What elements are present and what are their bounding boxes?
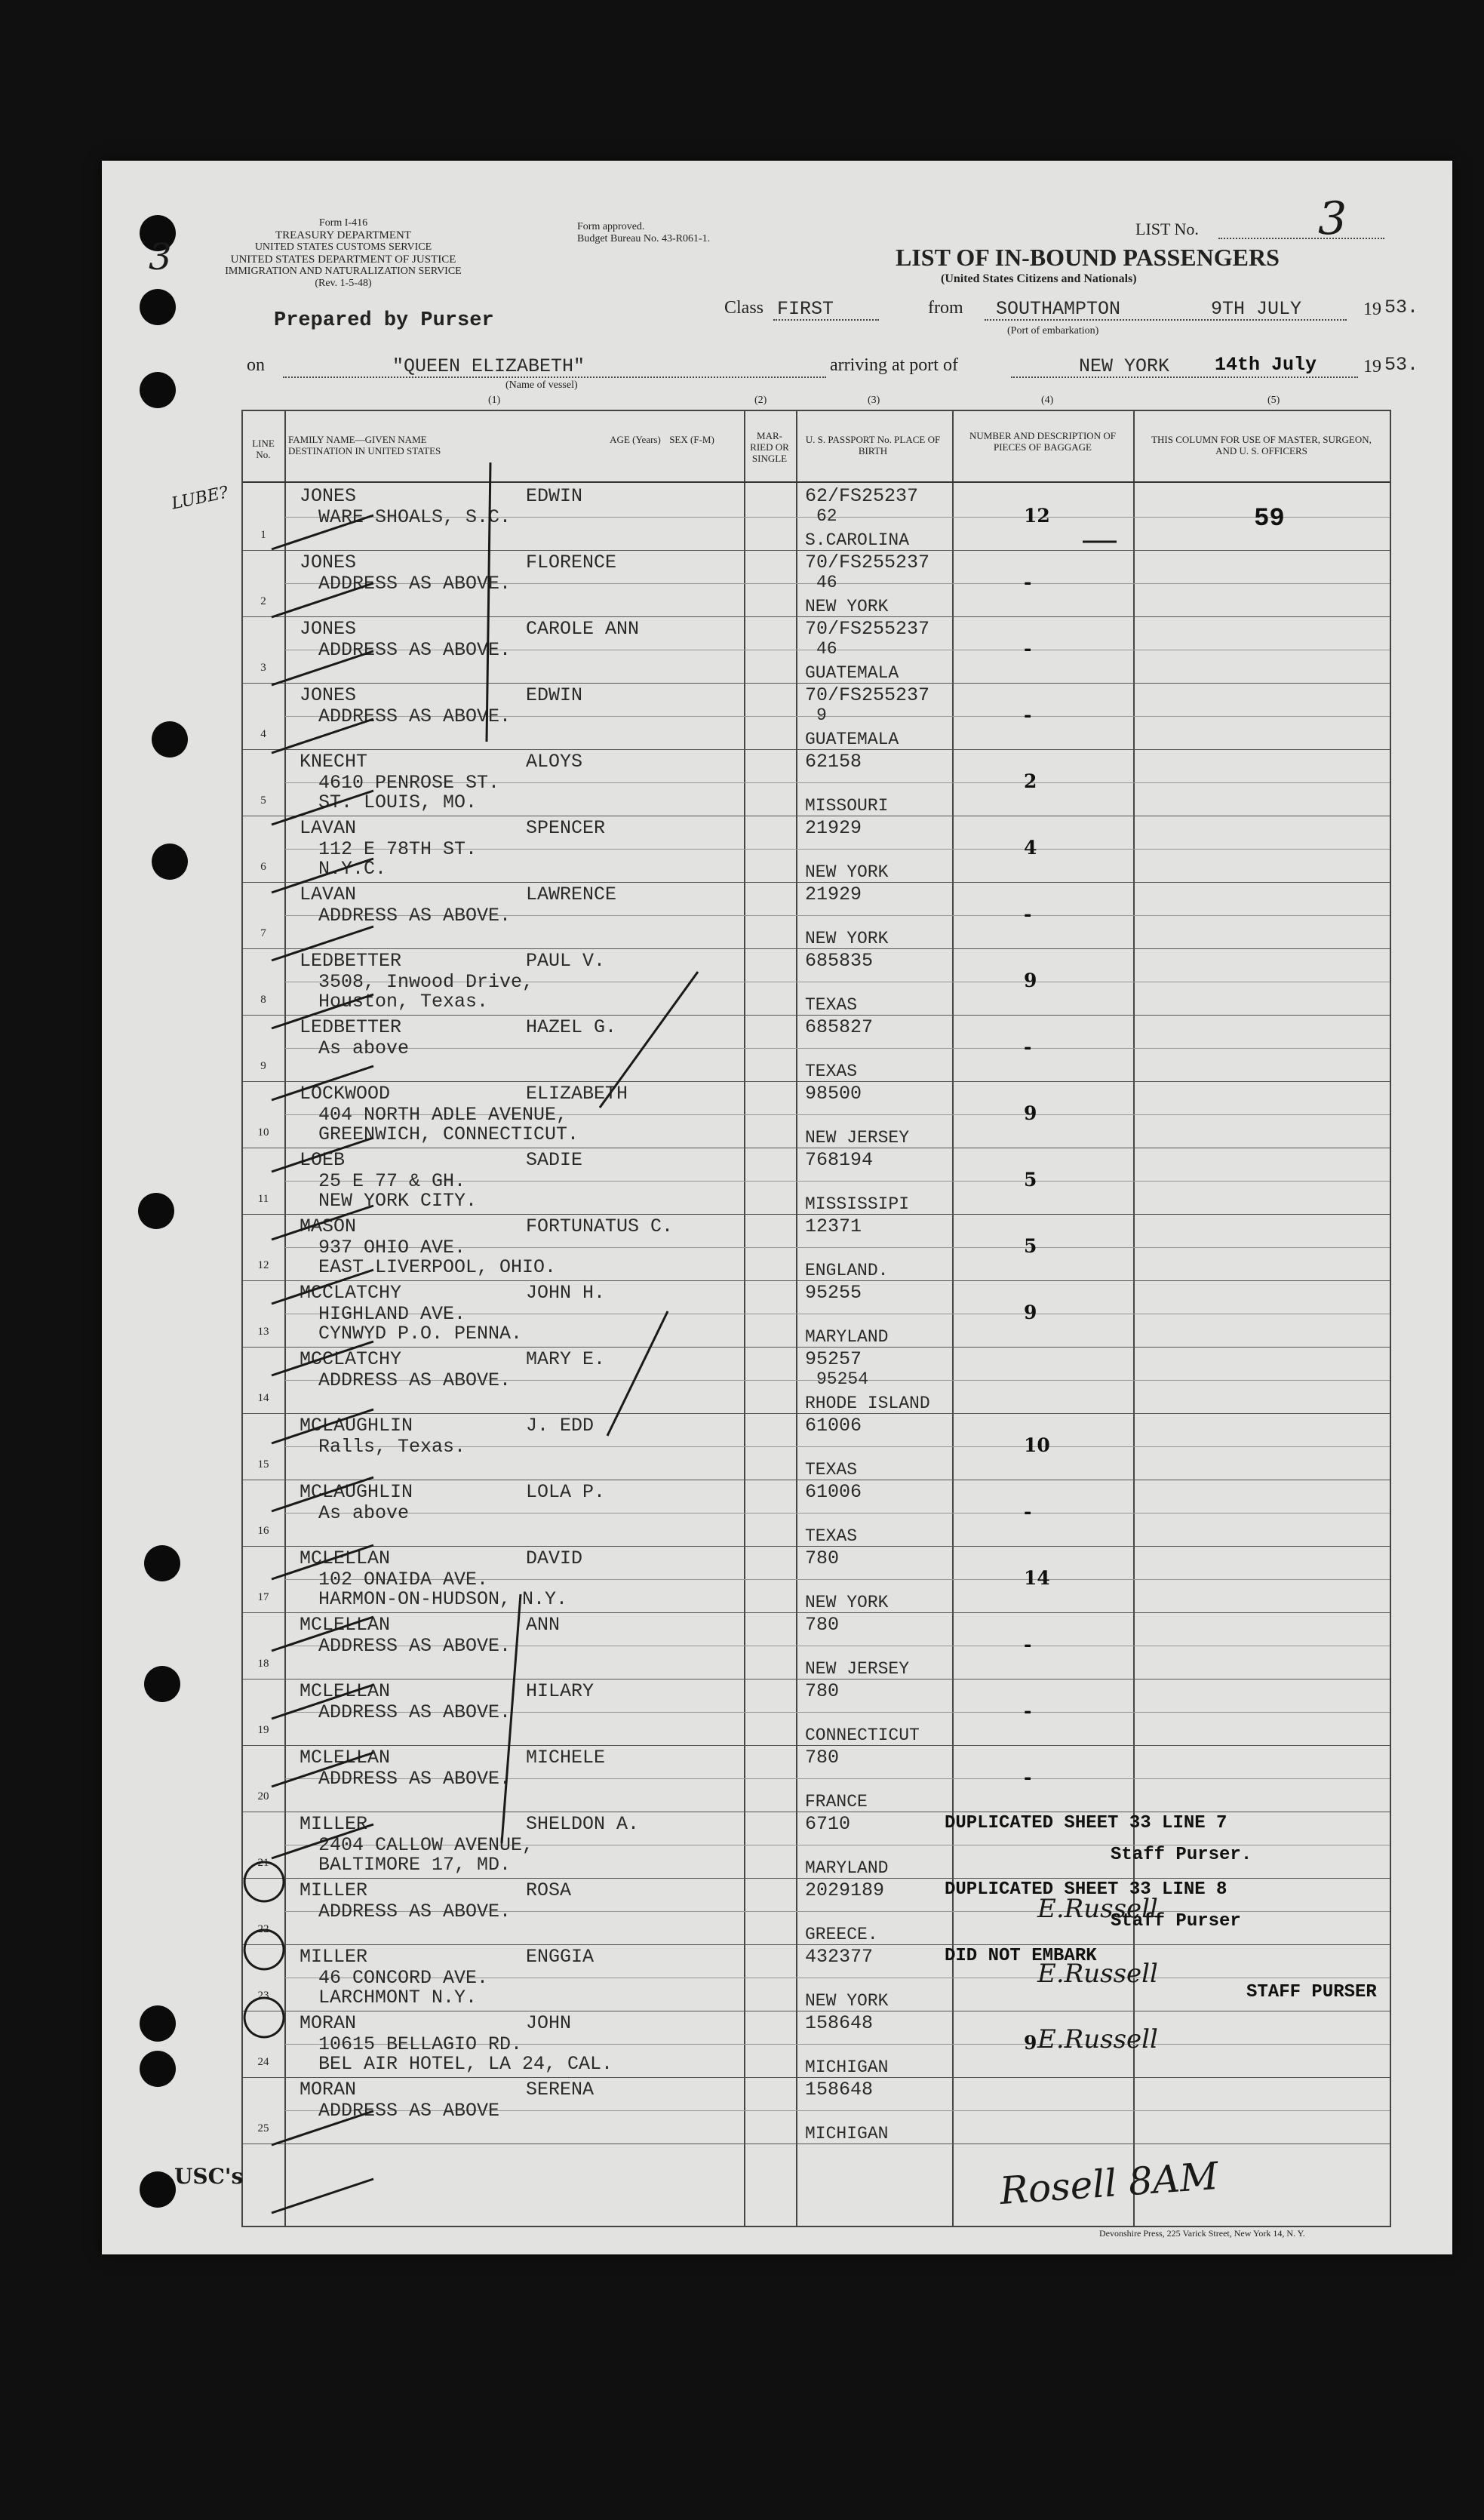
line-number: 20 [257, 1790, 269, 1802]
family-name: LOEB [300, 1149, 346, 1171]
punch-hole [140, 372, 176, 408]
family-name: MASON [300, 1215, 357, 1237]
passport-number: 780 [805, 1747, 840, 1769]
family-name: MILLER [300, 1946, 368, 1968]
arrival-underline [1011, 376, 1358, 378]
col-number-3: (3) [868, 395, 880, 406]
line-number: 12 [257, 1259, 269, 1271]
passport-extra: 46 [816, 639, 837, 659]
line-number: 25 [257, 2122, 269, 2134]
address-line-1: ADDRESS AS ABOVE [318, 2100, 500, 2122]
passport-number: 62158 [805, 751, 862, 773]
officer-note: STAFF PURSER [1246, 1982, 1377, 2002]
line-number: 8 [260, 994, 266, 1006]
baggage-count: - [1024, 1700, 1032, 1722]
family-name: MCLAUGHLIN [300, 1415, 413, 1437]
row-rule [243, 948, 1390, 949]
manifest-sheet [102, 161, 1452, 2254]
address-line-1: 46 CONCORD AVE. [318, 1967, 489, 1989]
baggage-count: - [1024, 704, 1032, 726]
officer-note: Staff Purser [1111, 1911, 1241, 1931]
class-value: FIRST [777, 298, 834, 320]
passport-extra: 9 [816, 705, 827, 725]
col-head-age: AGE (Years) [610, 434, 661, 445]
passport-number: 61006 [805, 1415, 862, 1437]
family-name: LEDBETTER [300, 1016, 402, 1038]
baggage-count: 14 [1024, 1567, 1050, 1589]
address-line-1: 2404 CALLOW AVENUE, [318, 1834, 534, 1856]
col-head-sex: SEX (F-M) [669, 434, 714, 445]
baggage-count: - [1024, 571, 1032, 593]
line-number: 5 [260, 794, 266, 807]
col-head-officers: THIS COLUMN FOR USE OF MASTER, SURGEON, AND U. S. OFFICERS [1151, 434, 1372, 456]
passport-number: 158648 [805, 2012, 874, 2034]
approval-block: Form approved. Budget Bureau No. 43-R061-1. [577, 221, 711, 244]
baggage-count: - [1024, 903, 1032, 925]
line-number: 18 [257, 1658, 269, 1670]
row-rule [243, 550, 1390, 551]
passport-number: 780 [805, 1614, 840, 1636]
place-of-birth: MARYLAND [805, 1327, 889, 1347]
address-line-1: Ralls, Texas. [318, 1436, 466, 1458]
punch-hole [140, 2171, 176, 2208]
baggage-count: 5 [1024, 1169, 1037, 1191]
row-rule [243, 1081, 1390, 1082]
line-number: 4 [260, 728, 266, 740]
passport-number: 21929 [805, 884, 862, 905]
line-number: 22 [257, 1923, 269, 1935]
top-left-mark: 3 [149, 236, 172, 278]
given-name: PAUL V. [526, 950, 606, 972]
line-number: 15 [257, 1458, 269, 1471]
given-name: MARY E. [526, 1348, 606, 1370]
baggage-count: 9 [1024, 1301, 1037, 1323]
col-head-baggage: NUMBER AND DESCRIPTION OF PIECES OF BAGGAGE [969, 430, 1116, 453]
baggage-count: - [1024, 1036, 1032, 1058]
arriving-label: arriving at port of [830, 355, 958, 375]
manifest-table [241, 410, 1391, 2227]
punch-hole [152, 721, 188, 758]
row-rule [243, 1347, 1390, 1348]
family-name: KNECHT [300, 751, 368, 773]
passport-number: 70/FS255237 [805, 552, 930, 573]
officer-note: 59 [1254, 505, 1285, 533]
address-line-1: ADDRESS AS ABOVE. [318, 705, 512, 727]
line-number: 19 [257, 1724, 269, 1736]
given-name: HILARY [526, 1680, 595, 1702]
address-line-1: ADDRESS AS ABOVE. [318, 905, 512, 927]
row-rule [243, 1214, 1390, 1215]
passport-number: 2029189 [805, 1879, 885, 1901]
arrival-port: NEW YORK [1079, 355, 1170, 377]
address-line-1: 4610 PENROSE ST. [318, 772, 500, 794]
line-number: 3 [260, 662, 266, 674]
on-label: on [247, 355, 265, 375]
place-of-birth: NEW YORK [805, 929, 889, 948]
address-line-1: ADDRESS AS ABOVE. [318, 1768, 512, 1790]
address-line-2: NEW YORK CITY. [318, 1190, 478, 1212]
passport-number: 6710 [805, 1813, 851, 1835]
row-subrule [285, 1513, 1390, 1514]
passport-number: 780 [805, 1680, 840, 1702]
line-number: 1 [260, 529, 266, 541]
place-of-birth: ENGLAND. [805, 1261, 889, 1280]
margin-note: LUBE? [170, 483, 230, 514]
address-line-1: 112 E 78TH ST. [318, 838, 478, 860]
passport-number: 70/FS255237 [805, 684, 930, 706]
given-name: FLORENCE [526, 552, 617, 573]
place-of-birth: GUATEMALA [805, 730, 899, 749]
port-caption: (Port of embarkation) [1007, 325, 1099, 337]
row-rule [243, 1413, 1390, 1414]
row-rule [243, 1015, 1390, 1016]
passport-number: 21929 [805, 817, 862, 839]
line-number: 7 [260, 927, 266, 939]
passport-number: 62/FS25237 [805, 485, 919, 507]
family-name: JONES [300, 618, 357, 640]
address-line-1: ADDRESS AS ABOVE. [318, 1901, 512, 1922]
place-of-birth: NEW YORK [805, 1991, 889, 2011]
address-line-1: 10615 BELLAGIO RD. [318, 2033, 523, 2055]
address-line-1: 3508, Inwood Drive, [318, 971, 534, 993]
punch-hole [152, 844, 188, 880]
line-number: 16 [257, 1525, 269, 1537]
address-line-1: ADDRESS AS ABOVE. [318, 573, 512, 595]
passport-number: 685835 [805, 950, 874, 972]
col-head-line-no: LINE No. [252, 438, 275, 460]
address-line-1: 102 ONAIDA AVE. [318, 1569, 489, 1590]
row-rule [243, 1745, 1390, 1746]
family-name: MCCLATCHY [300, 1348, 402, 1370]
given-name: LAWRENCE [526, 884, 617, 905]
place-of-birth: GREECE. [805, 1925, 878, 1944]
given-name: DAVID [526, 1547, 583, 1569]
address-line-1: ADDRESS AS ABOVE. [318, 1701, 512, 1723]
family-name: MILLER [300, 1813, 368, 1835]
address-line-2: BALTIMORE 17, MD. [318, 1854, 512, 1876]
passport-number: 98500 [805, 1083, 862, 1105]
vessel-caption: (Name of vessel) [505, 380, 578, 391]
given-name: HAZEL G. [526, 1016, 617, 1038]
family-name: LAVAN [300, 884, 357, 905]
line-number: 24 [257, 2056, 269, 2068]
prepared-by: Prepared by Purser [274, 309, 494, 332]
given-name: JOHN [526, 2012, 572, 2034]
address-line-2: BEL AIR HOTEL, LA 24, CAL. [318, 2053, 613, 2075]
row-rule [243, 1878, 1390, 1879]
given-name: J. EDD [526, 1415, 595, 1437]
row-subrule [285, 1048, 1390, 1049]
row-rule [243, 1612, 1390, 1613]
baggage-count: DUPLICATED SHEET 33 LINE 8 [945, 1879, 1227, 1900]
address-line-2: Houston, Texas. [318, 991, 489, 1013]
col-number-5: (5) [1267, 395, 1280, 406]
address-line-2: EAST LIVERPOOL, OHIO. [318, 1256, 557, 1278]
baggage-count: 5 [1024, 1235, 1037, 1257]
bottom-signature: Rosell 8AM [998, 2153, 1220, 2214]
family-name: MORAN [300, 2012, 357, 2034]
officer-note: Staff Purser. [1111, 1845, 1252, 1865]
family-name: JONES [300, 485, 357, 507]
signature-21: E.Russell [1037, 1894, 1158, 1924]
col-number-1: (1) [488, 395, 501, 406]
family-name: MORAN [300, 2079, 357, 2101]
line-number: 21 [257, 1857, 269, 1869]
row-rule [243, 2077, 1390, 2078]
address-line-1: As above [318, 1037, 410, 1059]
place-of-birth: S.CAROLINA [805, 530, 910, 550]
given-name: EDWIN [526, 684, 583, 706]
family-name: MCLELLAN [300, 1547, 391, 1569]
address-line-1: 25 E 77 & GH. [318, 1170, 466, 1192]
line-number: 2 [260, 595, 266, 607]
row-rule [243, 749, 1390, 750]
place-of-birth: MICHIGAN [805, 2124, 889, 2144]
place-of-birth: MICHIGAN [805, 2057, 889, 2077]
row-rule [243, 616, 1390, 617]
passport-number: 768194 [805, 1149, 874, 1171]
col-head-married: MAR-RIED OR SINGLE [750, 430, 789, 464]
given-name: ELIZABETH [526, 1083, 628, 1105]
baggage-count: 2 [1024, 770, 1037, 792]
baggage-count: DID NOT EMBARK [945, 1946, 1097, 1966]
address-line-1: 937 OHIO AVE. [318, 1237, 466, 1258]
arrival-date: 14th July [1215, 354, 1317, 376]
passport-number: 61006 [805, 1481, 862, 1503]
passport-extra: 95254 [816, 1369, 869, 1389]
passport-extra: 62 [816, 506, 837, 526]
address-line-2: ST. LOUIS, MO. [318, 791, 478, 813]
family-name: LOCKWOOD [300, 1083, 391, 1105]
from-value: SOUTHAMPTON [996, 298, 1121, 320]
place-of-birth: TEXAS [805, 995, 858, 1015]
address-line-1: ADDRESS AS ABOVE. [318, 1635, 512, 1657]
passport-number: 685827 [805, 1016, 874, 1038]
punch-hole [144, 1666, 180, 1702]
given-name: ROSA [526, 1879, 572, 1901]
passport-number: 780 [805, 1547, 840, 1569]
col-head-passport: U. S. PASSPORT No. PLACE OF BIRTH [805, 434, 941, 456]
line-number: 10 [257, 1126, 269, 1139]
baggage-count: 9 [1024, 970, 1037, 991]
address-line-2: HARMON-ON-HUDSON, N.Y. [318, 1588, 568, 1610]
family-name: LEDBETTER [300, 950, 402, 972]
baggage-count: 9 [1024, 1102, 1037, 1124]
place-of-birth: MISSOURI [805, 796, 889, 816]
address-line-1: As above [318, 1502, 410, 1524]
address-line-2: CYNWYD P.O. PENNA. [318, 1323, 523, 1345]
col-head-name: FAMILY NAME—GIVEN NAME DESTINATION IN UNITED STATES [288, 434, 441, 456]
family-name: MCLELLAN [300, 1680, 391, 1702]
line-number: 11 [257, 1193, 269, 1205]
given-name: JOHN H. [526, 1282, 606, 1304]
line-number: 17 [257, 1591, 269, 1603]
arrival-year: 53. [1384, 354, 1419, 376]
row-rule [243, 882, 1390, 883]
address-line-1: HIGHLAND AVE. [318, 1303, 466, 1325]
punch-hole [140, 289, 176, 325]
baggage-count: 12 [1024, 505, 1050, 527]
place-of-birth: RHODE ISLAND [805, 1394, 930, 1413]
baggage-count: - [1024, 1766, 1032, 1788]
form-block: Form I-416 TREASURY DEPARTMENT UNITED STATES CUSTOMS SERVICE UNITED STATES DEPARTMENT OF JUSTICE IMMIGRATION AND NATURALIZATION SERVICE (Rev. 1-5-48) [225, 217, 462, 289]
form-subtitle: (United States Citizens and Nationals) [941, 272, 1137, 285]
baggage-count: 9 [1024, 2032, 1037, 2054]
given-name: LOLA P. [526, 1481, 606, 1503]
row-rule [243, 1546, 1390, 1547]
passport-number: 95255 [805, 1282, 862, 1304]
row-rule [243, 1944, 1390, 1945]
passport-number: 95257 [805, 1348, 862, 1370]
class-label: Class [724, 298, 764, 318]
place-of-birth: TEXAS [805, 1460, 858, 1480]
given-name: CAROLE ANN [526, 618, 640, 640]
family-name: LAVAN [300, 817, 357, 839]
given-name: MICHELE [526, 1747, 606, 1769]
header-rule [243, 481, 1390, 483]
family-name: MCCLATCHY [300, 1282, 402, 1304]
family-name: MCLAUGHLIN [300, 1481, 413, 1503]
place-of-birth: NEW JERSEY [805, 1128, 910, 1148]
punch-hole [140, 2005, 176, 2042]
row-rule [243, 1280, 1390, 1281]
vessel-name: "QUEEN ELIZABETH" [392, 355, 585, 377]
baggage-count: 10 [1024, 1434, 1050, 1456]
line-number: 14 [257, 1392, 269, 1404]
place-of-birth: MISSISSIPI [805, 1194, 910, 1214]
family-name: JONES [300, 684, 357, 706]
address-line-2: N.Y.C. [318, 858, 387, 880]
place-of-birth: NEW YORK [805, 1593, 889, 1612]
address-line-2: LARCHMONT N.Y. [318, 1987, 478, 2008]
place-of-birth: NEW YORK [805, 597, 889, 616]
given-name: SERENA [526, 2079, 595, 2101]
baggage-count: - [1024, 1501, 1032, 1523]
place-of-birth: FRANCE [805, 1792, 868, 1812]
list-no-label: LIST No. [1135, 220, 1199, 238]
address-line-1: WARE SHOALS, S.C. [318, 506, 512, 528]
row-rule [243, 683, 1390, 684]
punch-hole [138, 1193, 174, 1229]
bottom-left-note: USC's [174, 2164, 244, 2189]
place-of-birth: MARYLAND [805, 1858, 889, 1878]
place-of-birth: TEXAS [805, 1062, 858, 1081]
passport-extra: 46 [816, 573, 837, 592]
punch-hole [140, 2051, 176, 2087]
year-prefix: 19 [1363, 300, 1381, 319]
given-name: ENGGIA [526, 1946, 595, 1968]
family-name: MILLER [300, 1879, 368, 1901]
passport-number: 70/FS255237 [805, 618, 930, 640]
line-number: 6 [260, 861, 266, 873]
passport-number: 432377 [805, 1946, 874, 1968]
family-name: MCLELLAN [300, 1747, 391, 1769]
passport-number: 12371 [805, 1215, 862, 1237]
family-name: MCLELLAN [300, 1614, 391, 1636]
place-of-birth: NEW YORK [805, 862, 889, 882]
passport-number: 158648 [805, 2079, 874, 2101]
col-number-2: (2) [754, 395, 767, 406]
punch-hole [144, 1545, 180, 1581]
given-name: FORTUNATUS C. [526, 1215, 674, 1237]
given-name: SHELDON A. [526, 1813, 640, 1835]
address-line-1: ADDRESS AS ABOVE. [318, 1369, 512, 1391]
line-number: 9 [260, 1060, 266, 1072]
arrival-year-prefix: 19 [1363, 357, 1381, 376]
printer-credit: Devonshire Press, 225 Varick Street, New York 14, N. Y. [1099, 2228, 1305, 2239]
address-line-1: ADDRESS AS ABOVE. [318, 639, 512, 661]
form-title: LIST OF IN-BOUND PASSENGERS [896, 244, 1280, 271]
given-name: EDWIN [526, 485, 583, 507]
given-name: SADIE [526, 1149, 583, 1171]
baggage-count: DUPLICATED SHEET 33 LINE 7 [945, 1813, 1227, 1833]
depart-date: 9TH JULY [1211, 298, 1302, 320]
line-number: 13 [257, 1326, 269, 1338]
year-value: 53. [1384, 297, 1419, 318]
place-of-birth: NEW JERSEY [805, 1659, 910, 1679]
list-no-value: 3 [1318, 192, 1347, 245]
place-of-birth: TEXAS [805, 1526, 858, 1546]
given-name: SPENCER [526, 817, 606, 839]
place-of-birth: GUATEMALA [805, 663, 899, 683]
address-line-2: GREENWICH, CONNECTICUT. [318, 1123, 579, 1145]
given-name: ALOYS [526, 751, 583, 773]
given-name: ANN [526, 1614, 561, 1636]
signature-23: E.Russell [1037, 2024, 1158, 2054]
list-no-underline [1218, 238, 1384, 239]
address-line-1: 404 NORTH ADLE AVENUE, [318, 1104, 568, 1126]
baggage-count: 4 [1024, 837, 1037, 859]
line-number: 23 [257, 1990, 269, 2002]
family-name: JONES [300, 552, 357, 573]
baggage-count: - [1024, 1633, 1032, 1655]
from-label: from [928, 298, 963, 318]
place-of-birth: CONNECTICUT [805, 1726, 920, 1745]
baggage-count: - [1024, 638, 1032, 659]
col-number-4: (4) [1041, 395, 1054, 406]
signature-22: E.Russell [1037, 1959, 1158, 1989]
